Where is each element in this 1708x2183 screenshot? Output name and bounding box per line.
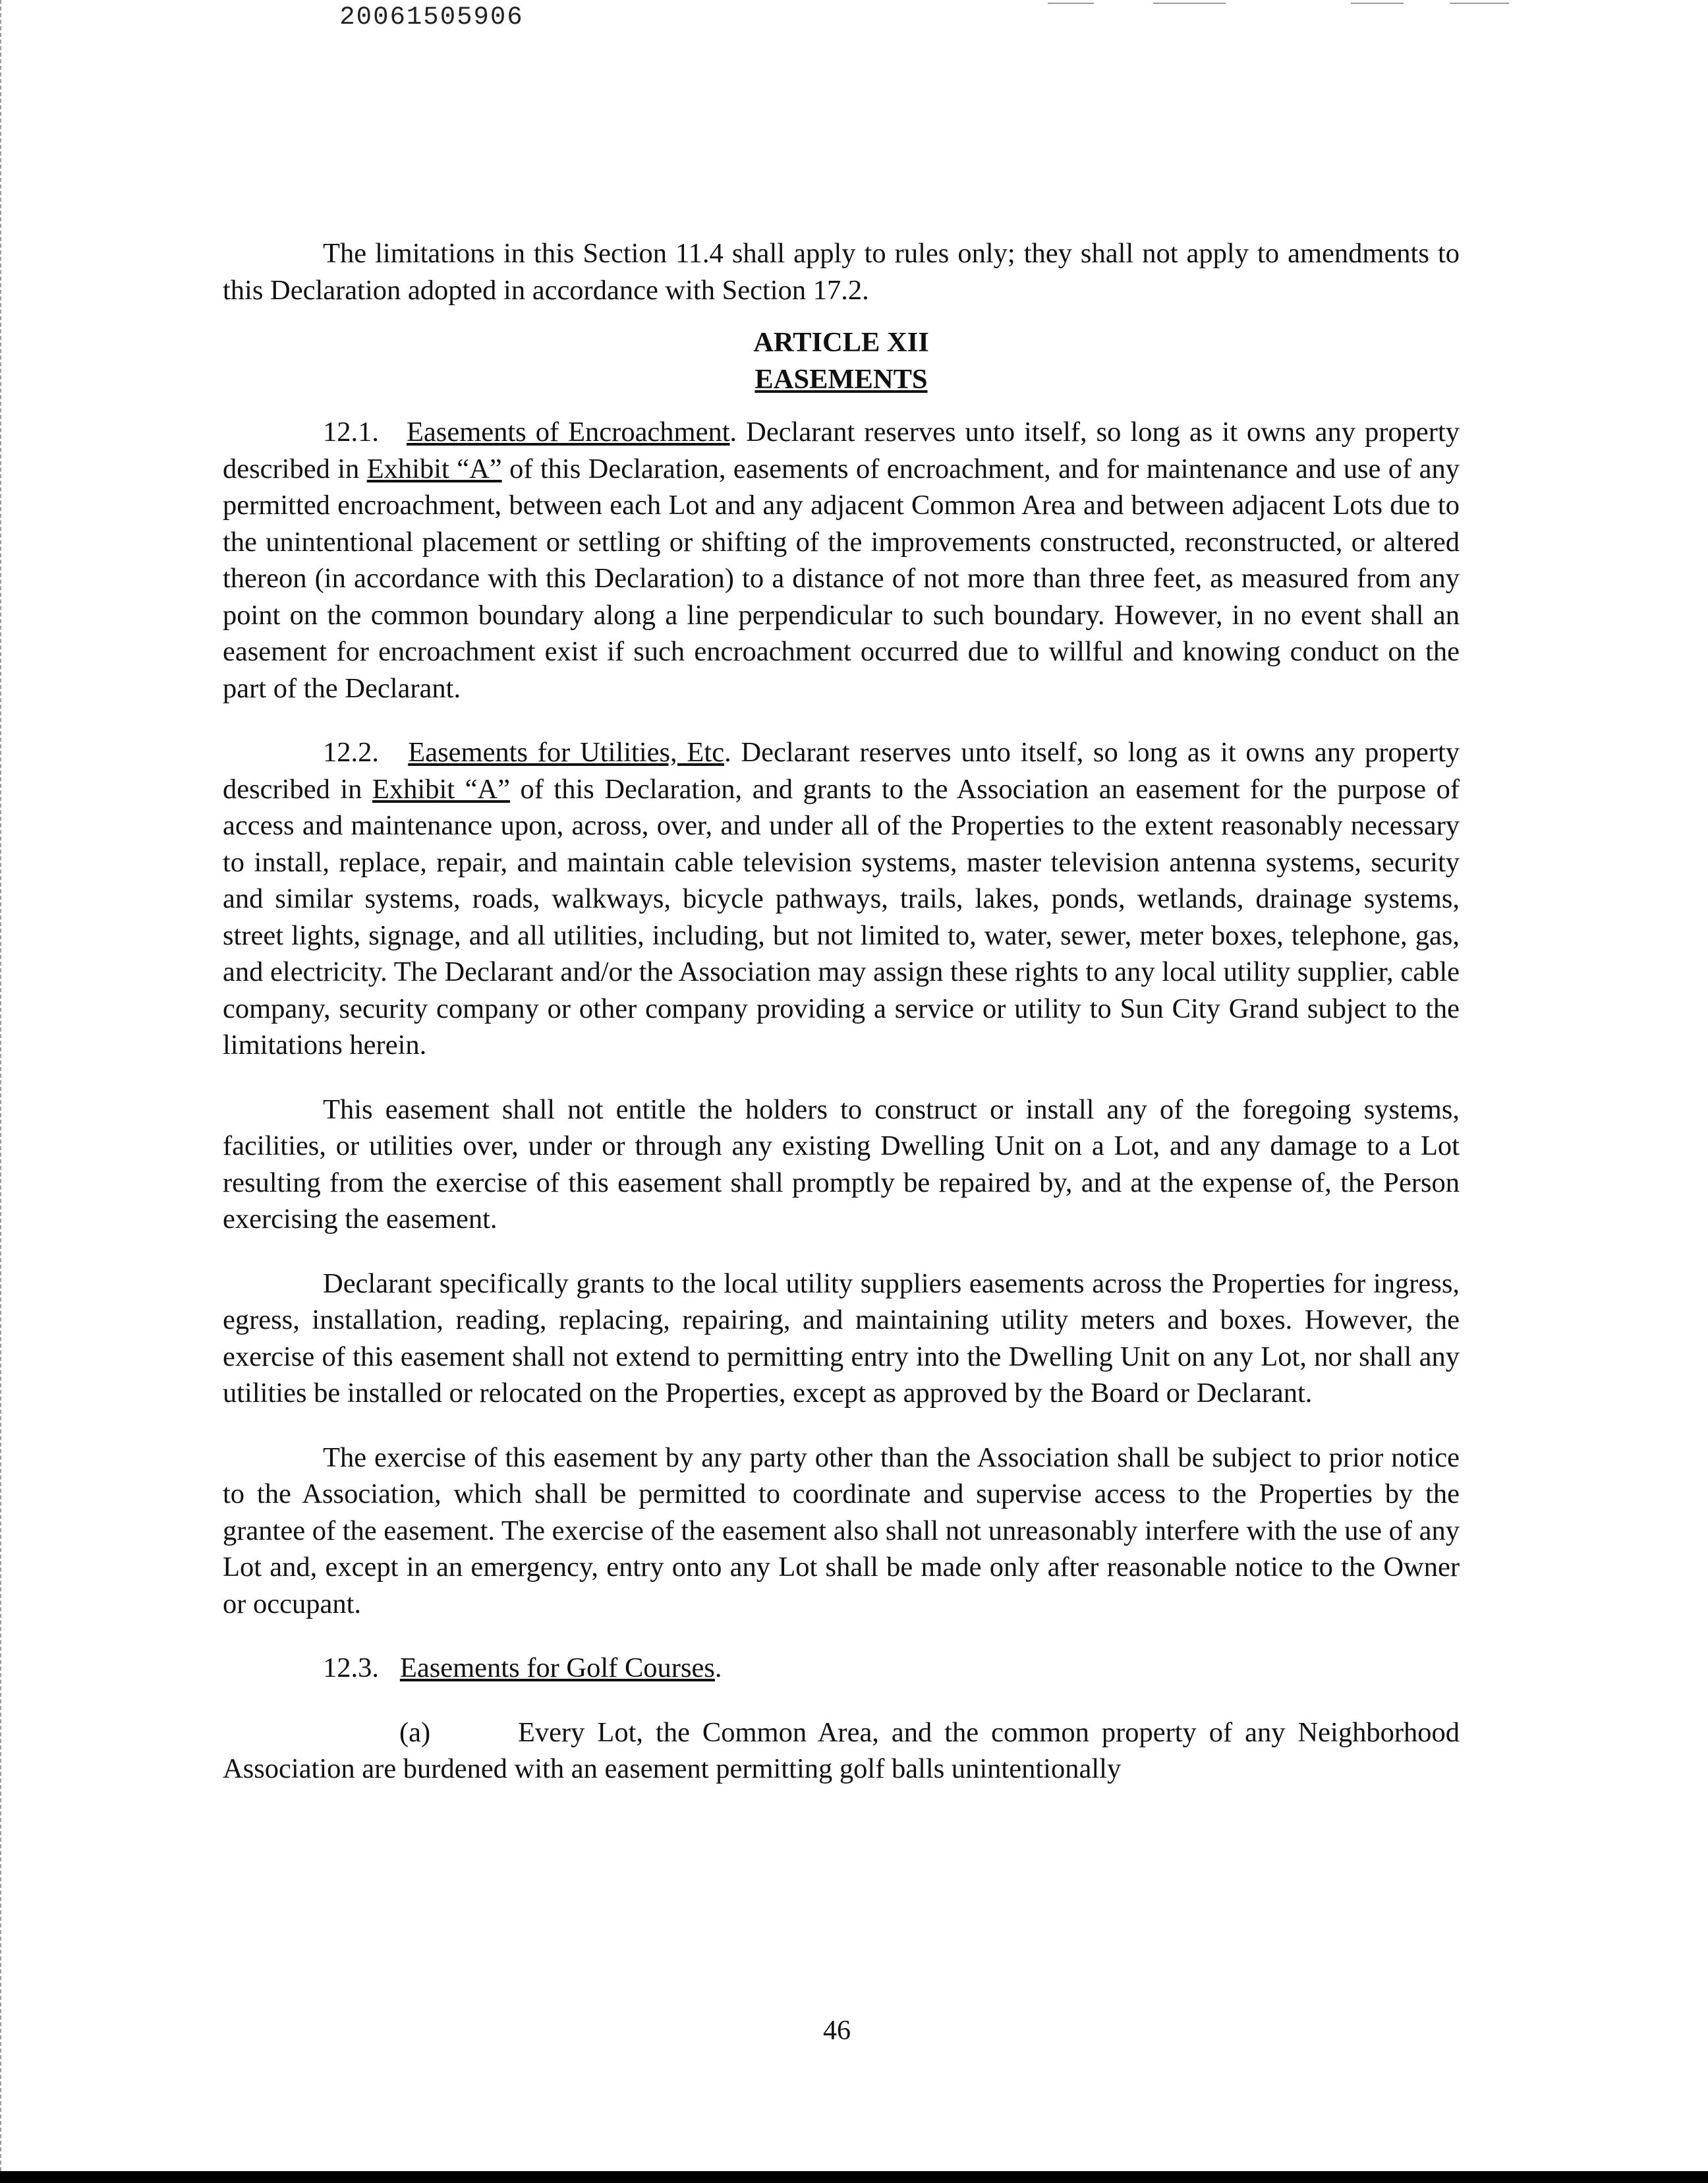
subsection-a: [223, 1714, 1460, 1788]
paragraph: This easement shall not entitle the holders to construct or install any of the foregoing systems, facilities, or utilities over, under or through any existing Dwelling Unit on a Lot, and any damage to a Lot resulting from the exercise of this easement shall promptly be repaired by, and at the expense of, the Person exercising the easement.: [223, 1093, 1460, 1235]
article-number: ARTICLE XII: [753, 327, 929, 358]
scan-top-mark: [1048, 3, 1094, 4]
scan-bottom-border: [0, 2171, 1708, 2183]
section-text: . Declarant reserves unto itself, so long as it owns any property described in: [223, 737, 1460, 805]
section-title: Easements of Encroachment: [406, 417, 730, 448]
subsection-label: (a): [399, 1716, 431, 1748]
section-title: Easements for Utilities, Etc: [408, 737, 725, 768]
scan-top-mark: [1351, 3, 1404, 4]
article-heading: [223, 324, 1460, 398]
section-title: Easements for Golf Courses: [399, 1652, 715, 1683]
section-number: 12.3.: [323, 1652, 379, 1683]
scan-top-mark: [1153, 3, 1226, 4]
section-text: of this Declaration, easements of encroachment, and for maintenance and use of any permitted encroachment, between each Lot and any adjacent Common Area and between adjacent Lots due to the unintentional placement or settling or shifting of the improvements constructed, reconstructed, or altered thereon (in accordance with this Declaration) to a distance of not more than three feet, as measured from any point on the common boundary along a line perpendicular to such boundary. However, in no event shall an easement for encroachment exist if such encroachment occurred due to willful and knowing conduct on the part of the Declarant.: [223, 453, 1460, 704]
scan-edge-marks: [0, 0, 5, 2171]
section-text: of this Declaration, and grants to the Association an easement for the purpose of access and maintenance upon, across, over, and under all of the Properties to the extent reasonably necessary to install, replace, repair, and maintain cable television systems, master television antenna systems, security and similar systems, roads, walkways, bicycle pathways, trails, lakes, ponds, wetlands, drainage systems, street lights, signage, and all utilities, including, but not limited to, water, sewer, meter boxes, telephone, gas, and electricity. The Declarant and/or the Association may assign these rights to any local utility supplier, cable company, security company or other company providing a service or utility to Sun City Grand subject to the limitations herein.: [223, 773, 1460, 1061]
intro-paragraph: The limitations in this Section 11.4 shall apply to rules only; they shall not apply to amendments to this Declaration adopted in accordance with Section 17.2.: [223, 238, 1460, 306]
exhibit-reference: Exhibit “A”: [372, 773, 510, 805]
section-12-3: [223, 1650, 1460, 1687]
paragraph: Declarant specifically grants to the local utility suppliers easements across the Properties for ingress, egress, installation, reading, replacing, repairing, and maintaining utility meters and boxes. However, the exercise of this easement shall not extend to permitting entry into the Dwelling Unit on any Lot, nor shall any utilities be installed or relocated on the Properties, except as approved by the Board or Declarant.: [223, 1267, 1460, 1409]
paragraph: The exercise of this easement by any party other than the Association shall be subject to prior notice to the Association, which shall be permitted to coordinate and supervise access to the Properties by the grantee of the easement. The exercise of the easement also shall not unreasonably interfere with the use of any Lot and, except in an emergency, entry onto any Lot shall be made only after reasonable notice to the Owner or occupant.: [223, 1441, 1460, 1619]
section-12-1: [223, 414, 1460, 707]
section-text: . Declarant reserves unto itself, so long as it owns any property described in: [223, 417, 1460, 484]
page-number: 46: [823, 2016, 851, 2046]
article-title: EASEMENTS: [754, 364, 928, 395]
section-number: 12.1.: [323, 417, 379, 448]
section-title-end: .: [714, 1652, 722, 1683]
section-12-2: [223, 734, 1460, 1064]
scan-top-mark: [1450, 3, 1509, 4]
document-number: 20061505906: [339, 3, 524, 32]
subsection-text: Every Lot, the Common Area, and the common property of any Neighborhood Association are burdened with an easement permitting golf balls unintentionally: [223, 1716, 1460, 1784]
document-page: [223, 235, 1460, 1788]
section-number: 12.2.: [323, 737, 379, 768]
exhibit-reference: Exhibit “A”: [366, 453, 502, 484]
